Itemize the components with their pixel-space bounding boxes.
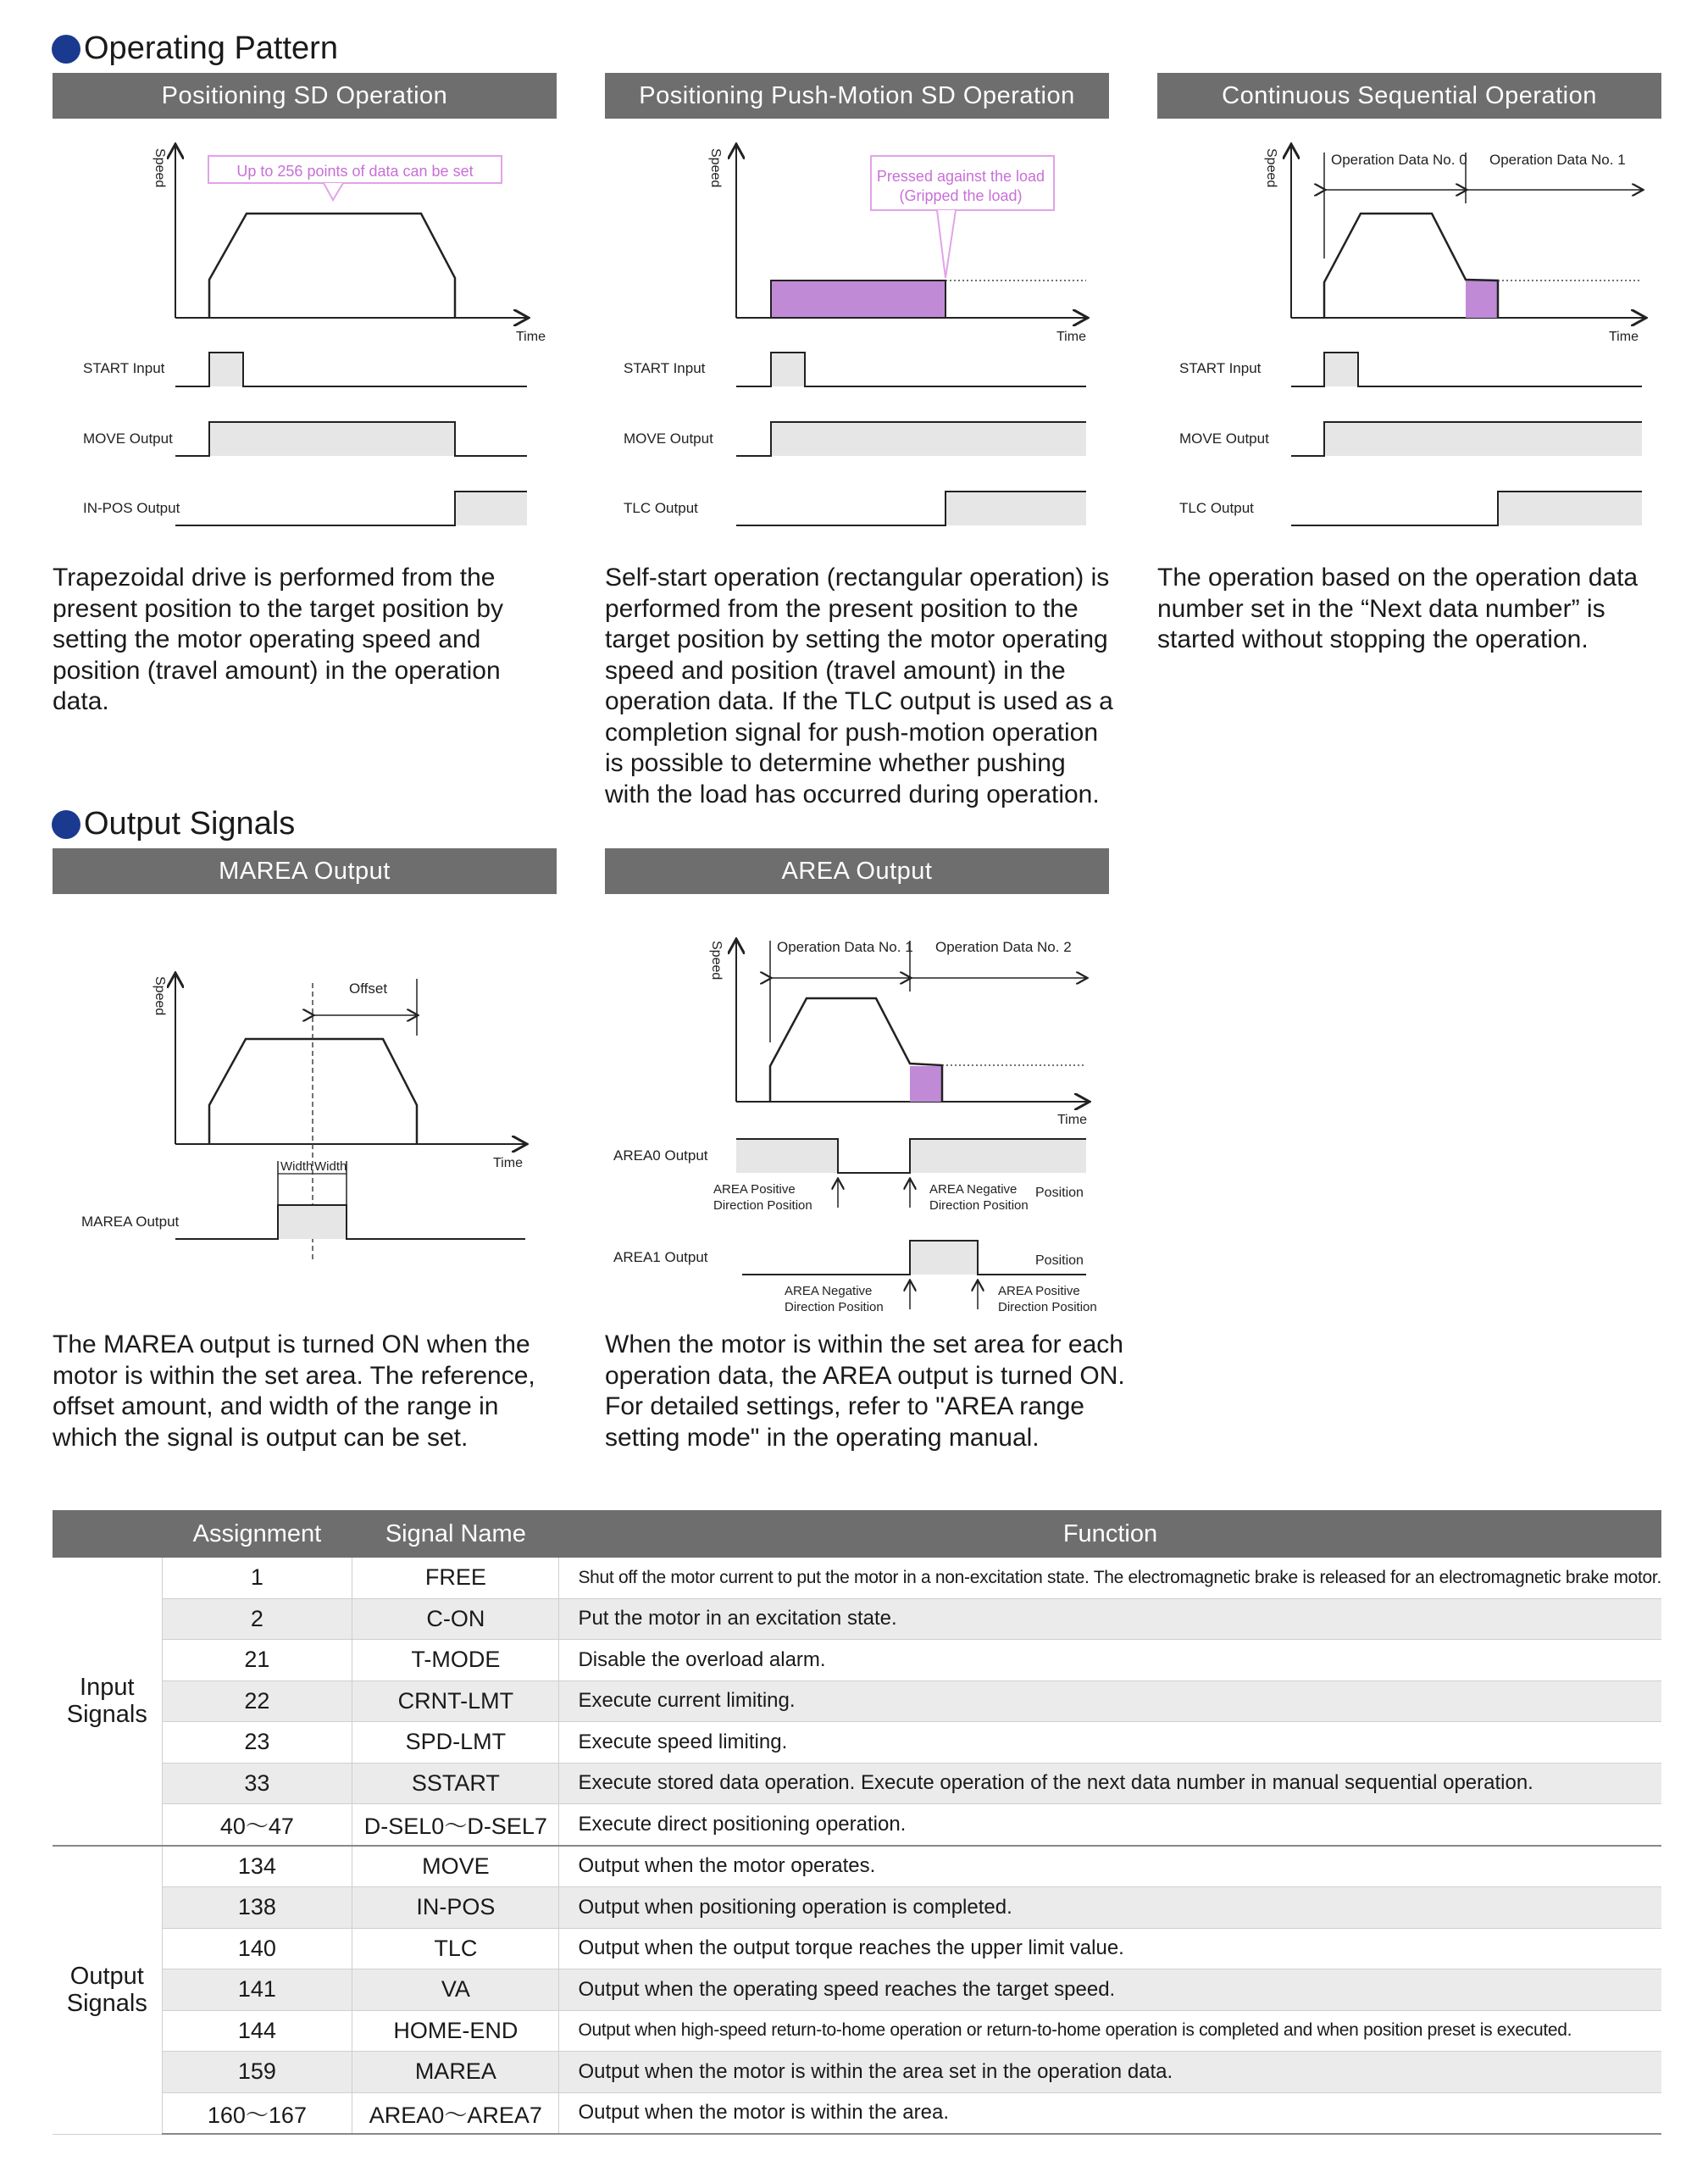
signal-table-body	[53, 1558, 1661, 2134]
callout-text: Up to 256 points of data can be set	[236, 163, 474, 180]
signal-name-cell: T-MODE	[352, 1640, 559, 1681]
description-area: When the motor is within the set area for each operation data, the AREA output is turned ON. For detailed settings, refer to "AREA range setting mode" in the operating manual.	[605, 1330, 1125, 1452]
width-label-left: Width	[280, 1159, 313, 1174]
table-row	[53, 1969, 1661, 2011]
neg-dir-label-1: AREA Negative	[929, 1182, 1018, 1197]
callout-text-1: Pressed against the load	[876, 168, 1045, 185]
signal-name-cell: D-SEL0～D-SEL7	[352, 1804, 559, 1846]
assignment-cell: 134	[162, 1846, 352, 1887]
function-cell: Execute current limiting.	[559, 1680, 1661, 1722]
signal-name-cell: VA	[352, 1969, 559, 2011]
table-row	[53, 2010, 1661, 2052]
speed-axis-label: Speed	[709, 941, 724, 981]
time-axis-label: Time	[493, 1156, 523, 1170]
table-row	[53, 1928, 1661, 1969]
speed-profile	[209, 214, 455, 318]
pos-dir-label-1: AREA Positive	[998, 1284, 1080, 1298]
data-no-1-label: Operation Data No. 1	[777, 939, 913, 955]
offset-label: Offset	[349, 981, 388, 997]
data-no-0-label: Operation Data No. 0	[1331, 152, 1467, 168]
signal-name-cell: CRNT-LMT	[352, 1680, 559, 1722]
area1-pulse	[910, 1241, 978, 1275]
diagram-marea-output	[53, 915, 557, 1263]
time-axis-label: Time	[1057, 1113, 1087, 1127]
panel-header-positioning-sd: Positioning SD Operation	[53, 73, 557, 119]
area0-pulse-a	[736, 1139, 838, 1173]
group-label	[53, 1558, 162, 1846]
diagram-positioning-sd	[53, 127, 557, 534]
diagram-area-output	[605, 924, 1113, 1330]
function-cell: Output when the motor is within the area.	[559, 2092, 1661, 2134]
function-cell: Output when high-speed return-to-home operation or return-to-home operation is completed and when position preset is executed.	[559, 2010, 1661, 2052]
pos-dir-label-2: Direction Position	[998, 1300, 1097, 1314]
time-axis-label: Time	[1609, 330, 1639, 344]
signal-name-cell: MOVE	[352, 1846, 559, 1887]
group-label-line1: Output	[69, 1963, 144, 1990]
signal-label: MOVE Output	[624, 431, 713, 447]
tlc-pulse	[946, 492, 1086, 525]
assignment-cell: 140	[162, 1928, 352, 1969]
speed-axis-label: Speed	[152, 148, 167, 188]
data-no-1-label: Operation Data No. 1	[1489, 152, 1626, 168]
assignment-cell: 40～47	[162, 1804, 352, 1846]
assignment-cell: 33	[162, 1763, 352, 1804]
area0-label: AREA0 Output	[613, 1147, 708, 1164]
group-label-line2: Signals	[66, 1990, 147, 2017]
signal-label: MAREA Output	[81, 1214, 180, 1230]
assignment-cell: 159	[162, 2052, 352, 2093]
signal-name-cell: FREE	[352, 1558, 559, 1598]
description-positioning-sd: Trapezoidal drive is performed from the present position to the target position by setting the motor operating speed and position (travel amount) in the operation data.	[53, 564, 504, 715]
signal-table	[53, 1510, 1661, 2135]
bullet-icon	[52, 810, 80, 839]
signal-name-cell: SPD-LMT	[352, 1722, 559, 1764]
assignment-cell: 144	[162, 2010, 352, 2052]
signal-label: TLC Output	[624, 500, 698, 516]
move-pulse	[1324, 422, 1642, 456]
function-cell: Shut off the motor current to put the motor in a non-excitation state. The electromagnetic brake is released for an electromagnetic brake motor.	[559, 1558, 1661, 1598]
move-pulse	[771, 422, 1086, 456]
neg-dir-label-1: AREA Negative	[785, 1284, 873, 1298]
diagram-continuous-sequential	[1157, 127, 1661, 534]
function-cell: Output when the motor is within the area set in the operation data.	[559, 2052, 1661, 2093]
signal-label: MOVE Output	[1179, 431, 1269, 447]
panel-header-area: AREA Output	[605, 848, 1109, 894]
callout-pointer	[937, 210, 956, 278]
function-cell: Disable the overload alarm.	[559, 1640, 1661, 1681]
area0-pulse-b	[910, 1139, 1086, 1173]
signal-table-container	[53, 1510, 1661, 2135]
assignment-cell: 21	[162, 1640, 352, 1681]
section-title-output-signals: Output Signals	[52, 806, 295, 842]
marea-pulse	[278, 1205, 347, 1239]
bullet-icon	[52, 35, 80, 64]
table-row	[53, 1763, 1661, 1804]
neg-dir-label-2: Direction Position	[785, 1300, 884, 1314]
time-axis-label: Time	[1056, 330, 1086, 344]
speed-axis-label: Speed	[708, 148, 723, 188]
table-header-signal: Signal Name	[352, 1510, 559, 1558]
signal-label: IN-POS Output	[83, 500, 180, 516]
second-data-area	[1466, 281, 1498, 318]
function-cell: Execute stored data operation. Execute operation of the next data number in manual sequential operation.	[559, 1763, 1661, 1804]
function-cell: Output when the operating speed reaches the target speed.	[559, 1969, 1661, 2011]
pos-dir-label-2: Direction Position	[713, 1198, 812, 1213]
start-pulse	[771, 353, 805, 386]
assignment-cell: 160～167	[162, 2092, 352, 2134]
description-push-motion: Self-start operation (rectangular operation) is performed from the present position to the target position by setting the motor operating speed and position (travel amount) in the operation data. If the TLC output is used as a completion signal for push-motion operation is possible to determine whether pushing with the load has occurred during operation.	[605, 564, 1113, 808]
signal-label: TLC Output	[1179, 500, 1254, 516]
signal-name-cell: C-ON	[352, 1598, 559, 1640]
signal-label: MOVE Output	[83, 431, 173, 447]
table-header-group	[53, 1510, 162, 1558]
assignment-cell: 2	[162, 1598, 352, 1640]
signal-name-cell: SSTART	[352, 1763, 559, 1804]
function-cell: Execute speed limiting.	[559, 1722, 1661, 1764]
assignment-cell: 23	[162, 1722, 352, 1764]
second-data-area	[910, 1066, 942, 1102]
function-cell: Put the motor in an excitation state.	[559, 1598, 1661, 1640]
function-cell: Output when the output torque reaches the upper limit value.	[559, 1928, 1661, 1969]
table-row	[53, 1640, 1661, 1681]
group-label-line1: Input	[80, 1674, 135, 1702]
start-pulse	[1324, 353, 1358, 386]
panel-header-marea: MAREA Output	[53, 848, 557, 894]
in-pos-pulse	[455, 492, 527, 525]
signal-name-cell: TLC	[352, 1928, 559, 1969]
table-row	[53, 2052, 1661, 2093]
assignment-cell: 138	[162, 1887, 352, 1929]
table-row	[53, 1558, 1661, 1598]
table-row	[53, 2092, 1661, 2134]
description-marea: The MAREA output is turned ON when the motor is within the set area. The reference, offset amount, and width of the range in which the signal is output can be set.	[53, 1330, 535, 1452]
table-row	[53, 1722, 1661, 1764]
assignment-cell: 141	[162, 1969, 352, 2011]
signal-label: START Input	[1179, 360, 1262, 376]
table-row	[53, 1887, 1661, 1929]
position-label: Position	[1035, 1253, 1084, 1268]
table-row	[53, 1598, 1661, 1640]
group-label	[53, 1846, 162, 2135]
callout-pointer	[324, 183, 343, 200]
function-cell: Execute direct positioning operation.	[559, 1804, 1661, 1846]
move-pulse	[209, 422, 455, 456]
start-pulse	[209, 353, 243, 386]
speed-axis-label: Speed	[1264, 148, 1278, 188]
signal-label: START Input	[624, 360, 706, 376]
width-label-right: Width	[314, 1159, 347, 1174]
signal-name-cell: AREA0～AREA7	[352, 2092, 559, 2134]
push-motion-area	[771, 281, 946, 318]
speed-axis-label: Speed	[152, 976, 167, 1016]
position-label: Position	[1035, 1186, 1084, 1200]
panel-header-continuous: Continuous Sequential Operation	[1157, 73, 1661, 119]
table-header-assignment: Assignment	[162, 1510, 352, 1558]
pos-dir-label-1: AREA Positive	[713, 1182, 796, 1197]
signal-name-cell: IN-POS	[352, 1887, 559, 1929]
tlc-pulse	[1498, 492, 1642, 525]
table-row	[53, 1846, 1661, 1887]
assignment-cell: 22	[162, 1680, 352, 1722]
area1-label: AREA1 Output	[613, 1249, 708, 1265]
function-cell: Output when the motor operates.	[559, 1846, 1661, 1887]
description-continuous: The operation based on the operation data number set in the “Next data number” is started without stopping the operation.	[1157, 564, 1639, 653]
marea-signal	[175, 1205, 525, 1239]
signal-name-cell: HOME-END	[352, 2010, 559, 2052]
panel-header-push-motion: Positioning Push-Motion SD Operation	[605, 73, 1109, 119]
function-cell: Output when positioning operation is completed.	[559, 1887, 1661, 1929]
signal-label: START Input	[83, 360, 165, 376]
assignment-cell: 1	[162, 1558, 352, 1598]
diagram-push-motion	[605, 127, 1109, 534]
signal-name-cell: MAREA	[352, 2052, 559, 2093]
section-title-operating-pattern: Operating Pattern	[52, 31, 338, 67]
table-row	[53, 1680, 1661, 1722]
group-label-line2: Signals	[66, 1701, 147, 1729]
table-header-function: Function	[559, 1510, 1661, 1558]
callout-text-2: (Gripped the load)	[899, 187, 1023, 204]
table-header-row	[53, 1510, 1661, 1558]
neg-dir-label-2: Direction Position	[929, 1198, 1029, 1213]
data-no-2-label: Operation Data No. 2	[935, 939, 1072, 955]
time-axis-label: Time	[516, 330, 546, 344]
table-row	[53, 1804, 1661, 1846]
